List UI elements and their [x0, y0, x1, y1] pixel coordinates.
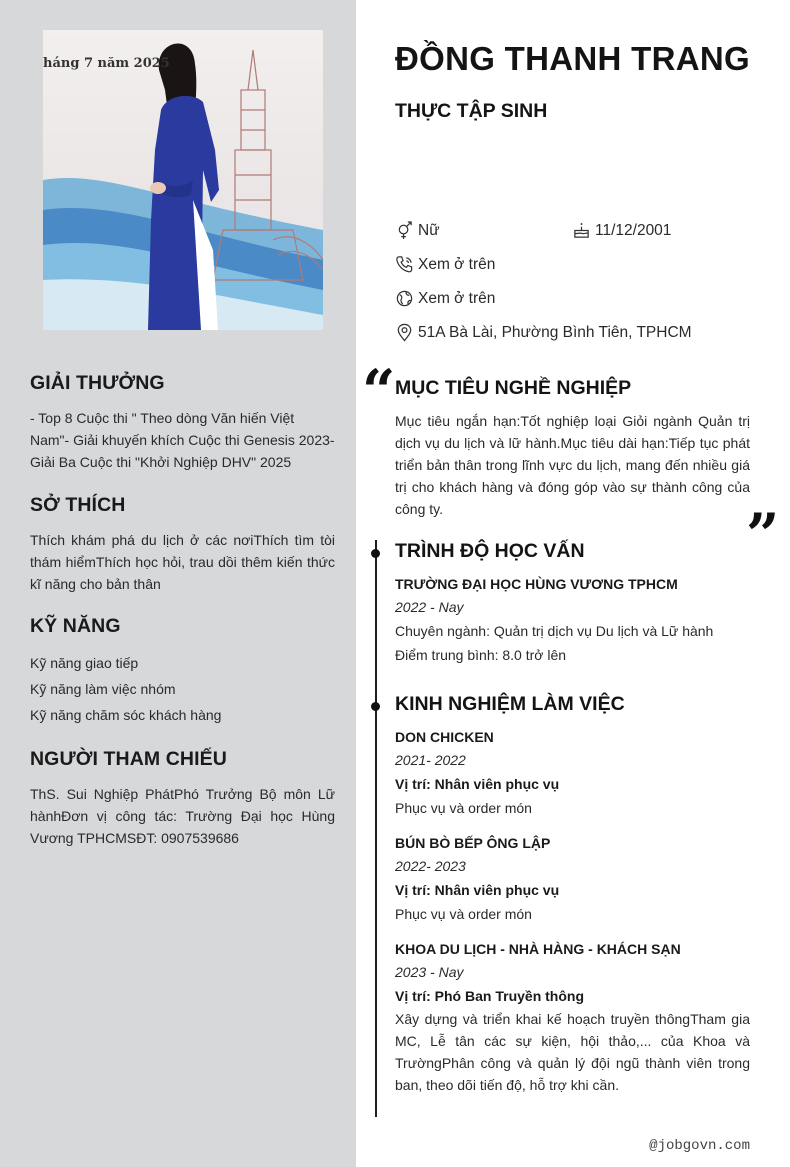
- education-section: [395, 540, 750, 667]
- gender-info: [395, 221, 440, 240]
- timeline-dot: [371, 702, 380, 711]
- job-org: DON CHICKEN: [395, 729, 494, 745]
- timeline-dot: [371, 549, 380, 558]
- timeline-line: [375, 540, 377, 1117]
- objective-section: [395, 377, 750, 520]
- website-info: [395, 289, 495, 308]
- education-period: 2022 - Nay: [395, 599, 464, 615]
- address-info: [395, 323, 692, 342]
- awards-title: GIẢI THƯỞNG: [30, 372, 165, 394]
- job-period: 2021- 2022: [395, 752, 466, 768]
- skills-section: [30, 615, 335, 728]
- experience-section: [395, 693, 750, 1096]
- job-org: BÚN BÒ BẾP ÔNG LẬP: [395, 835, 551, 851]
- job-period: 2022- 2023: [395, 858, 466, 874]
- objective-text: Mục tiêu ngắn hạn:Tốt nghiệp loại Giỏi ngành Quản trị dịch vụ du lịch và lữ hành.Mục tiêu dài hạn:Tiếp tục phát triển bản thân trong lĩnh vực du lịch, mang đến nhiều giá trị cho khách hàng và đóng góp vào sự thành công của công ty.: [395, 413, 750, 517]
- close-quote-icon: ”: [746, 501, 780, 569]
- education-title: TRÌNH ĐỘ HỌC VẤN: [395, 540, 585, 562]
- school-name: TRƯỜNG ĐẠI HỌC HÙNG VƯƠNG TPHCM: [395, 576, 678, 592]
- photo-caption: háng 7 năm 2025: [43, 56, 170, 71]
- job-entry: [395, 726, 750, 820]
- brand-watermark: @jobgovn.com: [649, 1138, 750, 1154]
- job-title: THỰC TẬP SINH: [395, 100, 548, 122]
- website-value: Xem ở trên: [418, 289, 496, 307]
- job-desc: Phục vụ và order món: [395, 800, 532, 816]
- hobbies-section: [30, 494, 335, 595]
- address-value: 51A Bà Lài, Phường Bình Tiên, TPHCM: [418, 323, 692, 341]
- birthday-info: [572, 221, 671, 240]
- awards-text: - Top 8 Cuộc thi " Theo dòng Văn hiến Việt Nam"- Giải khuyến khích Cuộc thi Genesis 2023- Giải Ba Cuộc thi "Khởi Nghiệp DHV" 2025: [30, 410, 335, 470]
- job-position: Vị trí: Phó Ban Truyền thông: [395, 988, 584, 1004]
- candidate-name: ĐỒNG THANH TRANG: [395, 40, 750, 77]
- job-org: KHOA DU LỊCH - NHÀ HÀNG - KHÁCH SẠN: [395, 941, 681, 957]
- job-position: Vị trí: Nhân viên phục vụ: [395, 882, 560, 898]
- cake-icon: [572, 221, 591, 240]
- job-entry: [395, 832, 750, 926]
- education-major: Chuyên ngành: Quản trị dịch vụ Du lịch và Lữ hành: [395, 623, 714, 639]
- location-pin-icon: [395, 323, 414, 342]
- awards-section: [30, 372, 335, 473]
- skill-item: Kỹ năng chăm sóc khách hàng: [30, 707, 222, 723]
- hobbies-title: SỞ THÍCH: [30, 494, 126, 516]
- skills-title: KỸ NĂNG: [30, 615, 121, 637]
- phone-icon: [395, 255, 414, 274]
- education-gpa: Điểm trung bình: 8.0 trở lên: [395, 647, 567, 663]
- gender-value: Nữ: [418, 221, 440, 239]
- objective-title: MỤC TIÊU NGHỀ NGHIỆP: [395, 377, 632, 399]
- job-desc: Xây dựng và triển khai kế hoạch truyền thôngTham gia MC, Lễ tân các sự kiện, hội thảo,... của Khoa và TrườngPhân công và quản lý đội ngũ thành viên trong ban, theo dõi tiến độ, hỗ trợ khi cần.: [395, 1011, 750, 1093]
- reference-text: ThS. Sui Nghiệp PhátPhó Trưởng Bộ môn Lữ hànhĐơn vị công tác: Trường Đại học Hùng Vương TPHCMSĐT: 0907539686: [30, 786, 335, 846]
- phone-info: [395, 255, 495, 274]
- globe-icon: [395, 289, 414, 308]
- job-desc: Phục vụ và order món: [395, 906, 532, 922]
- job-entry: [395, 938, 750, 1096]
- skill-item: Kỹ năng làm việc nhóm: [30, 681, 176, 697]
- reference-section: [30, 748, 335, 849]
- profile-photo: [43, 30, 323, 330]
- job-position: Vị trí: Nhân viên phục vụ: [395, 776, 560, 792]
- birthday-value: 11/12/2001: [595, 221, 672, 239]
- open-quote-icon: “: [362, 357, 396, 425]
- skills-list: [30, 650, 335, 728]
- job-period: 2023 - Nay: [395, 964, 464, 980]
- hobbies-text: Thích khám phá du lịch ở các nơiThích tìm tòi thám hiểmThích học hỏi, trau dồi thêm kiến thức kĩ năng cho bản thân: [30, 532, 335, 592]
- gender-icon: [395, 221, 414, 240]
- phone-value: Xem ở trên: [418, 255, 496, 273]
- experience-title: KINH NGHIỆM LÀM VIỆC: [395, 693, 625, 715]
- reference-title: NGƯỜI THAM CHIẾU: [30, 748, 227, 770]
- skill-item: Kỹ năng giao tiếp: [30, 655, 139, 671]
